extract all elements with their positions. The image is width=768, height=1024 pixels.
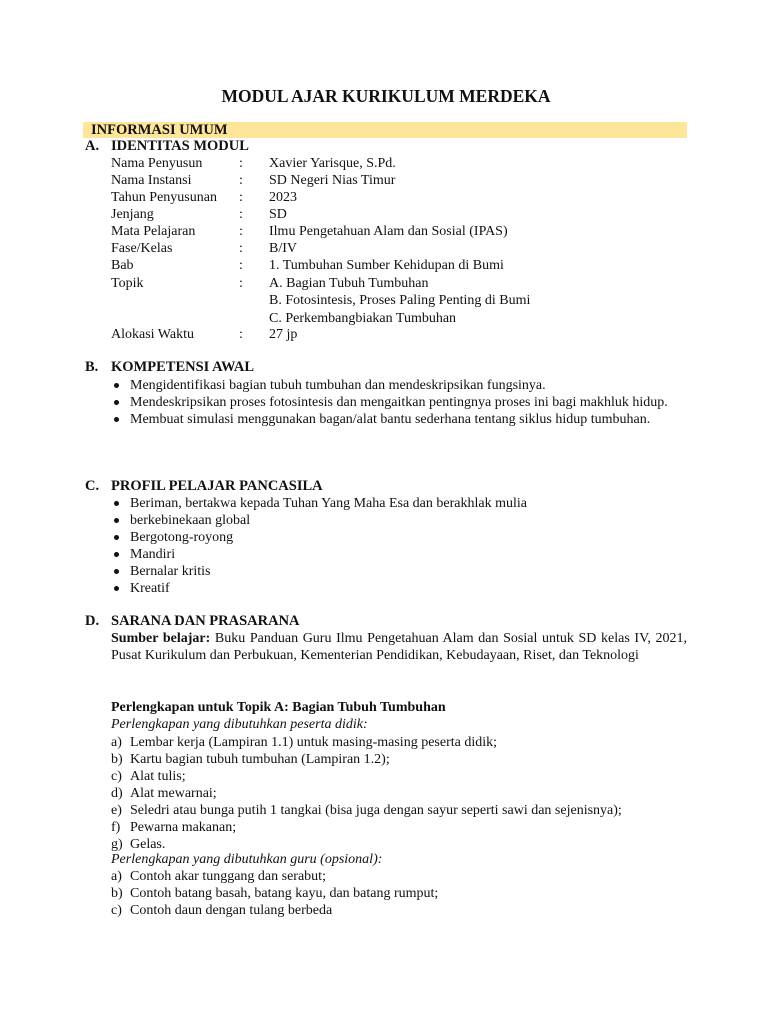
identity-label: Alokasi Waktu (111, 327, 194, 342)
list-item (111, 734, 622, 751)
list-text: Alat mewarnai; (130, 786, 217, 801)
list-text: Lembar kerja (Lampiran 1.1) untuk masing-masing peserta didik; (130, 735, 498, 750)
list-item: Mendeskripsikan proses fotosintesis dan mengaitkan pentingnya proses ini bagi makhluk hidup. (111, 394, 687, 411)
identity-separator: : (239, 207, 243, 222)
list-marker: g) (111, 837, 123, 852)
peserta-list (111, 734, 622, 853)
section-a-title: IDENTITAS MODUL (111, 138, 249, 154)
list-item: Mandiri (111, 546, 687, 563)
identity-separator: : (239, 224, 243, 239)
list-item: Bergotong-royong (111, 529, 687, 546)
list-item (111, 785, 622, 802)
section-b-heading (85, 359, 254, 376)
identity-label: Fase/Kelas (111, 241, 173, 256)
list-item: Mengidentifikasi bagian tubuh tumbuhan dan mendeskripsikan fungsinya. (111, 377, 687, 394)
section-d-letter: D. (85, 613, 100, 629)
section-d-heading (85, 613, 300, 630)
identity-separator: : (239, 241, 243, 256)
list-marker: a) (111, 735, 122, 750)
list-marker: b) (111, 752, 123, 767)
identity-label: Tahun Penyusunan (111, 190, 217, 205)
list-marker: c) (111, 769, 122, 784)
identity-label: Jenjang (111, 207, 154, 222)
identity-separator: : (239, 258, 243, 273)
identity-value: SD Negeri Nias Timur (269, 173, 396, 188)
list-item: Membuat simulasi menggunakan bagan/alat bantu sederhana tentang siklus hidup tumbuhan. (111, 411, 687, 428)
section-a-letter: A. (85, 138, 100, 154)
perlengkapan-heading: Perlengkapan untuk Topik A: Bagian Tubuh Tumbuhan (111, 700, 446, 715)
list-marker: c) (111, 903, 122, 918)
page-title: MODUL AJAR KURIKULUM MERDEKA (221, 86, 551, 106)
list-text: Contoh batang basah, batang kayu, dan batang rumput; (130, 886, 439, 901)
list-item (111, 768, 622, 785)
identity-value: 1. Tumbuhan Sumber Kehidupan di Bumi (269, 258, 504, 273)
identity-separator: : (239, 327, 243, 342)
list-item (111, 802, 622, 819)
sumber-belajar-paragraph (111, 630, 687, 664)
list-item (111, 819, 622, 836)
banner-label: INFORMASI UMUM (91, 122, 228, 138)
list-item: Beriman, bertakwa kepada Tuhan Yang Maha Esa dan berakhlak mulia (111, 495, 687, 512)
identity-value: B. Fotosintesis, Proses Paling Penting di Bumi (269, 293, 531, 308)
identity-value: 27 jp (269, 327, 298, 342)
list-text: Gelas. (130, 837, 166, 852)
list-item: Kreatif (111, 580, 687, 597)
guru-list (111, 868, 438, 919)
list-text: Contoh akar tunggang dan serabut; (130, 869, 326, 884)
section-b-title: KOMPETENSI AWAL (111, 359, 255, 375)
section-banner (83, 122, 687, 138)
list-text: Kartu bagian tubuh tumbuhan (Lampiran 1.2); (130, 752, 390, 767)
identity-label: Mata Pelajaran (111, 224, 196, 239)
list-item (111, 868, 438, 885)
section-c-title: PROFIL PELAJAR PANCASILA (111, 478, 323, 494)
identity-value: 2023 (269, 190, 297, 205)
guru-heading: Perlengkapan yang dibutuhkan guru (opsional): (111, 852, 383, 867)
sumber-belajar-label: Sumber belajar: (111, 631, 211, 646)
identity-separator: : (239, 156, 243, 171)
list-text: Contoh daun dengan tulang berbeda (130, 903, 333, 918)
identity-value: A. Bagian Tubuh Tumbuhan (269, 276, 429, 291)
identity-label: Nama Penyusun (111, 156, 203, 171)
list-marker: b) (111, 886, 123, 901)
list-item (111, 885, 438, 902)
identity-label: Topik (111, 276, 144, 291)
identity-label: Bab (111, 258, 134, 273)
identity-separator: : (239, 173, 243, 188)
identity-value: SD (269, 207, 287, 222)
list-text: Alat tulis; (130, 769, 186, 784)
identity-value: B/IV (269, 241, 297, 256)
identity-value: Xavier Yarisque, S.Pd. (269, 156, 396, 171)
section-c-letter: C. (85, 478, 100, 494)
list-item: Bernalar kritis (111, 563, 687, 580)
sumber-belajar-text: Buku Panduan Guru Ilmu Pengetahuan Alam dan Sosial untuk SD kelas IV, 2021, Pusat Kurikulum dan Perbukuan, Kementerian Pendidikan, Kebudayaan, Riset, dan Teknologi (111, 631, 688, 663)
identity-separator: : (239, 276, 243, 291)
list-marker: d) (111, 786, 123, 801)
identity-separator: : (239, 190, 243, 205)
profil-list (111, 495, 687, 597)
section-c-heading (85, 478, 323, 495)
identity-label: Nama Instansi (111, 173, 192, 188)
peserta-heading: Perlengkapan yang dibutuhkan peserta didik: (111, 717, 368, 732)
list-item: berkebinekaan global (111, 512, 687, 529)
section-a-heading (85, 138, 249, 155)
list-marker: a) (111, 869, 122, 884)
list-marker: e) (111, 803, 122, 818)
identity-value: Ilmu Pengetahuan Alam dan Sosial (IPAS) (269, 224, 508, 239)
list-marker: f) (111, 820, 121, 835)
section-d-title: SARANA DAN PRASARANA (111, 613, 300, 629)
list-text: Seledri atau bunga putih 1 tangkai (bisa juga dengan sayur seperti sawi dan sejenisnya); (130, 803, 622, 818)
identity-value: C. Perkembangbiakan Tumbuhan (269, 311, 457, 326)
list-text: Pewarna makanan; (130, 820, 237, 835)
kompetensi-list (111, 377, 687, 428)
list-item (111, 902, 438, 919)
list-item (111, 751, 622, 768)
section-b-letter: B. (85, 359, 99, 375)
